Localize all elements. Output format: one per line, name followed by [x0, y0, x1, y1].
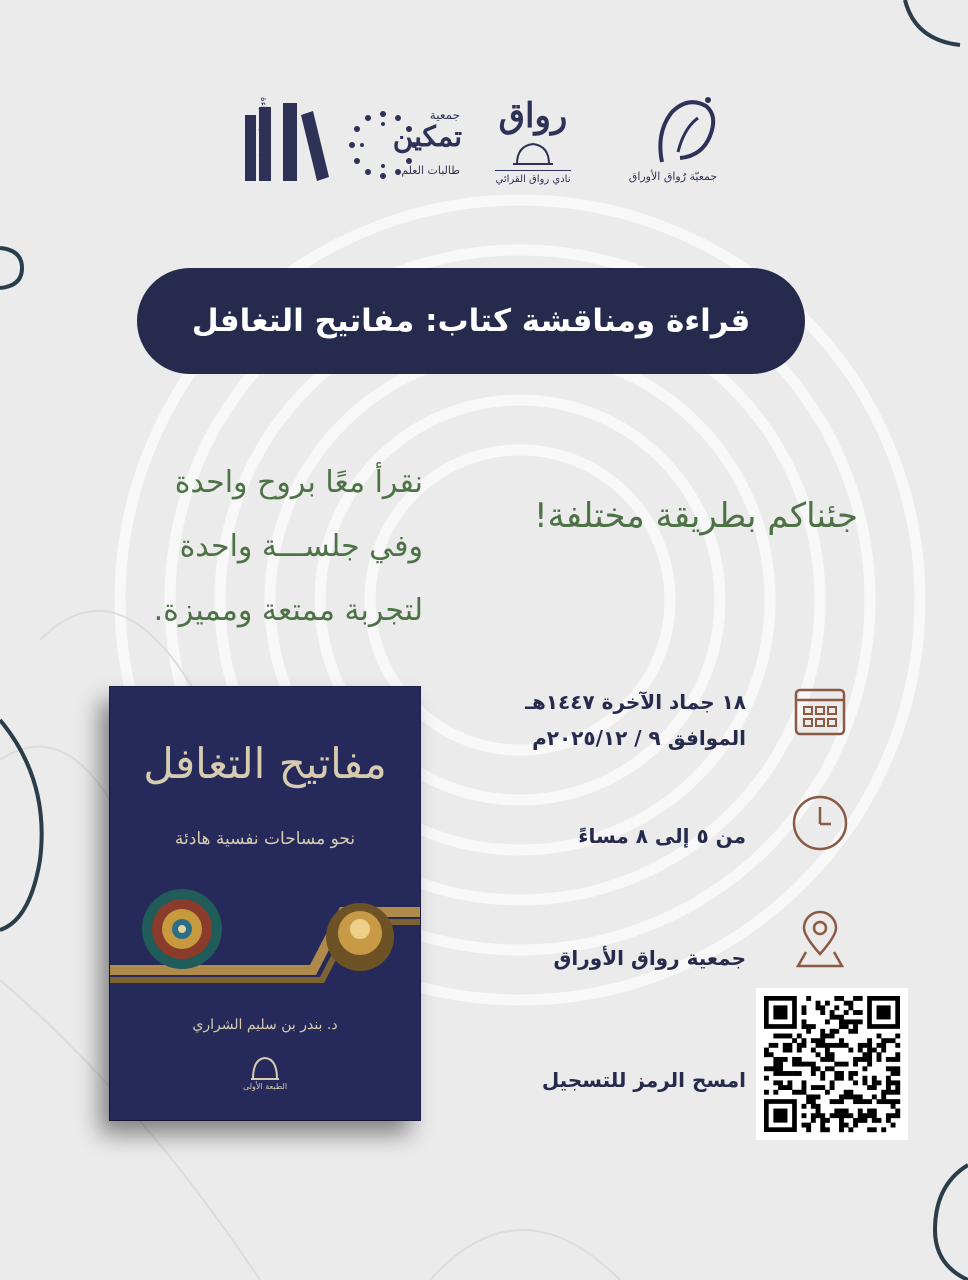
- date-text: [525, 684, 746, 756]
- rowaq-club-text: نادي رواق القرائي: [495, 174, 571, 185]
- intro-line-1: نقرأ معًا بروح واحدة: [174, 465, 423, 500]
- publisher-logo-icon: [250, 1055, 280, 1081]
- tagline: جئناكم بطريقة مختلفة!: [533, 496, 858, 536]
- intro-line-3: لتجربة ممتعة ومميزة.: [153, 593, 423, 628]
- logo-rowaq-reading-club: [493, 88, 573, 194]
- qr-code-pattern: [756, 988, 908, 1140]
- logo-tamkeen-reading-club: [243, 97, 329, 183]
- location-pin-icon: [796, 910, 844, 968]
- time-text: من ٥ إلى ٨ مساءً: [578, 824, 746, 848]
- event-title: قراءة ومناقشة كتاب: مفاتيح التغافل: [191, 303, 751, 339]
- mosque-icon: [511, 140, 555, 166]
- book-title: مفاتيح التغافل: [143, 739, 387, 788]
- book-subtitle: نحو مساحات نفسية هادئة: [174, 829, 356, 849]
- rowaq-club-mark: رواق: [498, 96, 568, 136]
- books-icon: [243, 97, 329, 183]
- title-banner: [137, 268, 805, 374]
- rowaq-awraq-text: جمعيّة رُواق الأوراق: [628, 170, 718, 183]
- logo-rowaq-awraq-association: [618, 92, 728, 192]
- tamkeen-assoc-top: جمعية: [429, 108, 460, 122]
- book-edition: الطبعة الأولى: [242, 1082, 288, 1091]
- date-hijri: ١٨ جماد الآخرة ١٤٤٧هـ: [525, 690, 746, 714]
- clock-icon: [792, 795, 848, 851]
- tamkeen-assoc-name: تمكين: [392, 120, 462, 153]
- calendar-icon: [794, 688, 846, 736]
- qr-label: امسح الرمز للتسجيل: [541, 1068, 746, 1092]
- qr-code[interactable]: [756, 988, 908, 1140]
- calligraphy-mark-icon: [648, 92, 720, 166]
- date-gregorian: الموافق ٩ / ٢٠٢٥/١٢م: [532, 726, 746, 750]
- book-author: د. بندر بن سليم الشراري: [192, 1017, 338, 1033]
- intro-lines: [154, 451, 423, 643]
- book-cover: [110, 687, 420, 1120]
- location-text: جمعية رواق الأوراق: [553, 946, 746, 970]
- intro-line-2: وفي جلســـة واحدة: [179, 529, 423, 564]
- tamkeen-assoc-bottom: طالبات العلم: [401, 164, 460, 177]
- book-cover-ornament: [110, 877, 420, 1002]
- rowaq-club-divider: [495, 170, 571, 171]
- logo-tamkeen-association: [348, 108, 466, 188]
- tamkeen-club-text: نادي تمكين للقراءة: [258, 97, 268, 168]
